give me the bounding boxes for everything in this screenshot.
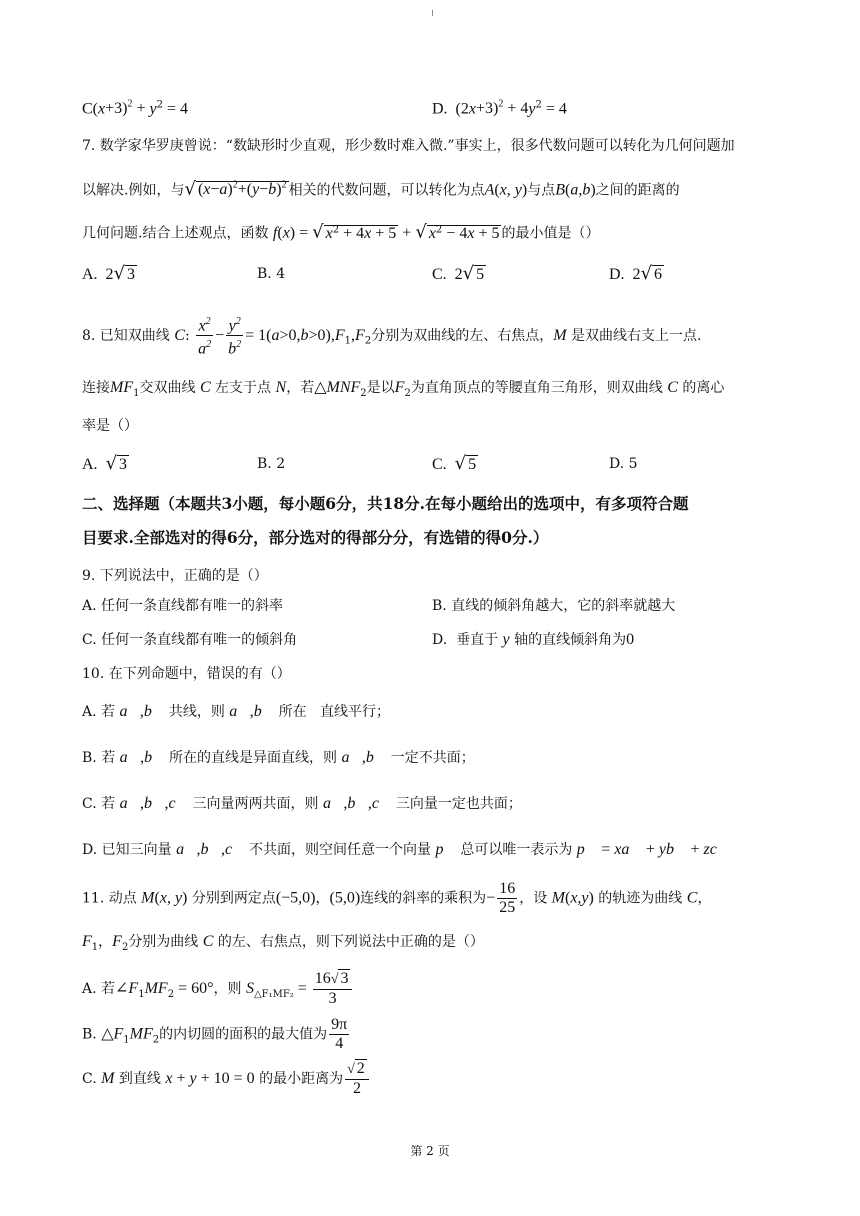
- q11-option-c: C. M 到直线 x + y + 10 = 0 的最小距离为 $\frac{√ 2}{2}$: [82, 1060, 371, 1098]
- q6-option-d: D. $(2x+3)^2 + 4y^2 = 4$: [432, 99, 567, 118]
- q11-option-b: B. $\triangle F_1MF_2$的内切圆的面积的最大值为 $\frac{9\pi}{4}$: [82, 1016, 348, 1052]
- q11-line-2: $F_1$，$F_2$分别为曲线 C 的左、右焦点，则下列说法中正确的是（）: [82, 933, 484, 953]
- q7-line-3: 几何问题.结合上述观点，函数 f(x) = √ $x^2 + 4x + 5$ + √ $x^2 - 4x + 5$ 的最小值是（）: [82, 221, 600, 243]
- q11-line-1: 11. 动点 M(x, y) 分别到两定点(−5,0)，(5,0)连线的斜率的乘积为− $\frac{16}{25}$ ，设 M(x,y) 的轨迹为曲线 C，: [82, 880, 712, 916]
- q7-line-2: 以解决.例如，与√ $(x-a)^2+(y-b)^2$ 相关的代数问题，可以转化为点A(x, y)与点B(a,b)之间的距离的: [82, 178, 680, 200]
- top-margin-mark: [432, 10, 433, 16]
- q11-option-a: A. 若$\angle F_1MF_2 = 60^\circ$，则 $S_{\triangle F_1MF_2}$ = $\frac{16√ 3}{3}$: [82, 970, 354, 1008]
- q10-option-a: A. 若 a⃗,b⃗ 共线，则 a⃗,b⃗ 所在 直线平行；: [82, 703, 390, 720]
- q8-line-3: 率是（）: [82, 418, 138, 434]
- q6-option-c: $C(x+3)^2 + y^2 = 4$: [82, 99, 189, 118]
- q7-option-c: C. 2√ 5: [432, 263, 485, 284]
- q8-option-a: A. √ 3: [82, 453, 128, 474]
- q8-line-1: 8. 已知双曲线 C: $\frac{x^2}{a^2}$ − $\frac{y^2}{b^2}$ = $1(a>0,b>0),F_1,F_2$分别为双曲线的左、右焦点，M 是双曲线右支上一点.: [82, 313, 701, 359]
- section2-heading-line-2: 目要求.全部选对的得6分，部分选对的得部分分，有选错的得0分.）: [82, 528, 549, 547]
- q8-option-c: C. √ 5: [432, 453, 477, 474]
- q10-stem: 10. 在下列命题中，错误的有（）: [82, 666, 291, 682]
- q10-option-d: D. 已知三向量 a⃗,b⃗,c⃗ 不共面，则空间任意一个向量 p⃗ 总可以唯一表示为 p⃗ = xa⃗ + yb⃗ + zc⃗: [82, 841, 730, 858]
- q9-option-c: C. 任何一条直线都有唯一的倾斜角: [82, 632, 298, 648]
- q10-option-c: C. 若 a⃗,b⃗,c⃗ 三向量两两共面，则 a⃗,b⃗,c⃗ 三向量一定也共面；: [82, 795, 522, 812]
- q7-option-b: B. 4: [257, 266, 286, 282]
- q7-option-d: D. 2√ 6: [609, 263, 663, 284]
- q9-stem: 9. 下列说法中，正确的是（）: [82, 568, 268, 584]
- page-number: 第 2 页: [410, 1144, 450, 1158]
- q9-option-b: B. 直线的倾斜角越大，它的斜率就越大: [432, 598, 676, 614]
- q8-option-b: B. 2: [257, 456, 286, 472]
- q7-option-a: A. 2√ 3: [82, 263, 136, 284]
- q7-line-1: 7. 数学家华罗庚曾说：“数缺形时少直观，形少数时难入微.”事实上，很多代数问题可以转化为几何问题加: [82, 138, 735, 154]
- q9-option-d: D. 垂直于 y 轴的直线倾斜角为0: [432, 631, 635, 648]
- q9-option-a: A. 任何一条直线都有唯一的斜率: [82, 598, 284, 614]
- q10-option-b: B. 若 a⃗,b⃗ 所在的直线是异面直线，则 a⃗,b⃗ 一定不共面；: [82, 749, 475, 766]
- section2-heading-line-1: 二、选择题（本题共3小题，每小题6分，共18分.在每小题给出的选项中，有多项符合题: [82, 494, 689, 513]
- q8-option-d: D. 5: [609, 456, 638, 472]
- q8-line-2: 连接$MF_1$交双曲线 C 左支于点 N，若$\triangle MNF_2$是以$F_2$为直角顶点的等腰直角三角形，则双曲线 C 的离心: [82, 379, 725, 399]
